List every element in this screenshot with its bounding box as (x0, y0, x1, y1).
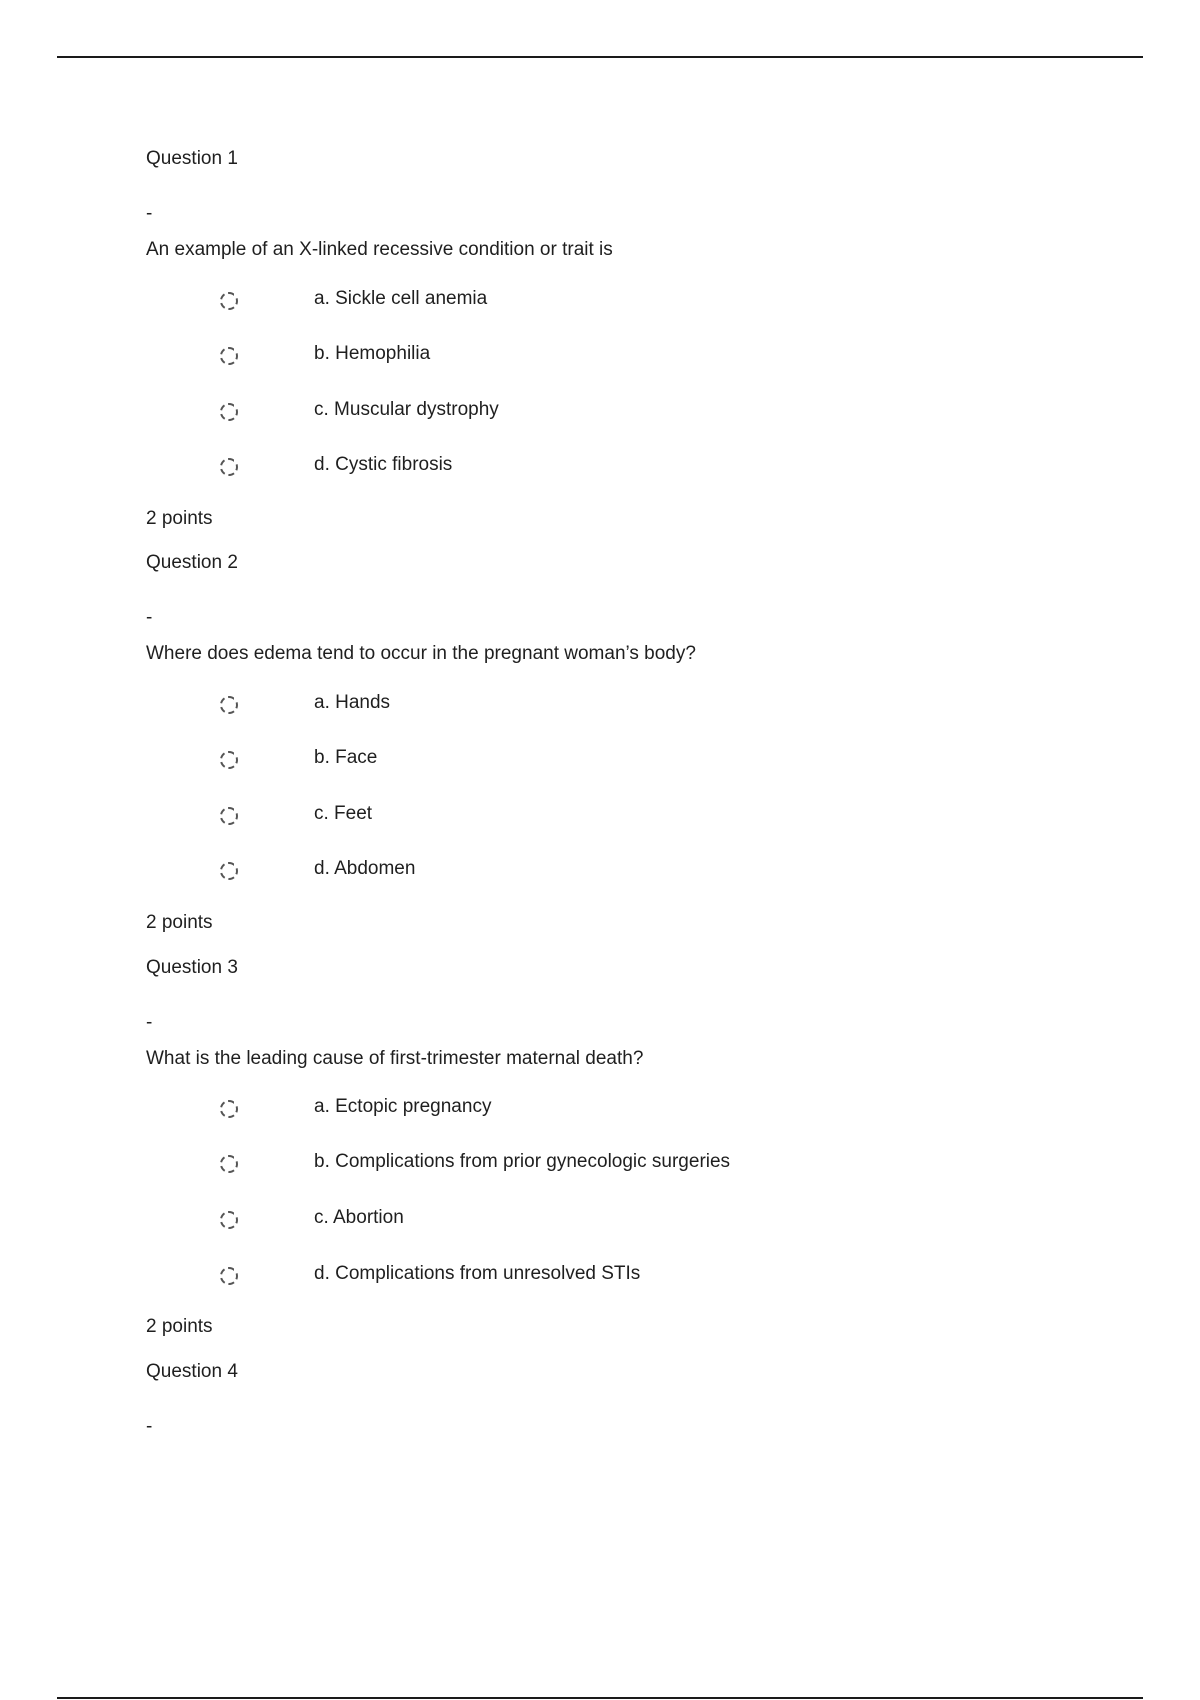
question-1-marker: - (146, 203, 153, 224)
question-1-option-d[interactable] (220, 450, 980, 480)
radio-button-icon[interactable] (220, 458, 238, 476)
radio-button-icon[interactable] (220, 1211, 238, 1229)
question-4-marker: - (146, 1416, 153, 1437)
question-1-prompt: An example of an X-linked recessive condition or trait is (146, 239, 613, 260)
top-rule (57, 56, 1143, 58)
question-1-title: Question 1 (146, 148, 238, 169)
radio-button-icon[interactable] (220, 292, 238, 310)
radio-button-icon[interactable] (220, 807, 238, 825)
question-3-option-a[interactable] (220, 1092, 980, 1122)
option-label: d. Abdomen (314, 858, 416, 879)
radio-button-icon[interactable] (220, 696, 238, 714)
radio-button-icon[interactable] (220, 1267, 238, 1285)
radio-button-icon[interactable] (220, 751, 238, 769)
option-label: b. Complications from prior gynecologic surgeries (314, 1151, 731, 1172)
option-label: c. Abortion (314, 1207, 404, 1228)
question-2-marker: - (146, 607, 153, 628)
option-label: a. Sickle cell anemia (314, 288, 488, 309)
question-3-points: 2 points (146, 1316, 213, 1337)
question-3-option-b[interactable] (220, 1147, 980, 1177)
question-2-points: 2 points (146, 912, 213, 933)
question-2-option-a[interactable] (220, 688, 980, 718)
option-label: b. Hemophilia (314, 343, 431, 364)
question-3-title: Question 3 (146, 957, 238, 978)
question-3-marker: - (146, 1012, 153, 1033)
radio-button-icon[interactable] (220, 862, 238, 880)
option-label: a. Ectopic pregnancy (314, 1096, 492, 1117)
question-2-title: Question 2 (146, 552, 238, 573)
radio-button-icon[interactable] (220, 1155, 238, 1173)
option-label: d. Cystic fibrosis (314, 454, 453, 475)
question-3-prompt: What is the leading cause of first-trimester maternal death? (146, 1048, 644, 1069)
radio-button-icon[interactable] (220, 1100, 238, 1118)
option-label: c. Muscular dystrophy (314, 399, 499, 420)
question-4-title: Question 4 (146, 1361, 238, 1382)
radio-button-icon[interactable] (220, 403, 238, 421)
radio-button-icon[interactable] (220, 347, 238, 365)
option-label: d. Complications from unresolved STIs (314, 1263, 641, 1284)
question-1-points: 2 points (146, 508, 213, 529)
question-2-prompt: Where does edema tend to occur in the pregnant woman’s body? (146, 643, 696, 664)
question-1-option-a[interactable] (220, 284, 980, 314)
question-2-option-c[interactable] (220, 799, 980, 829)
question-1-option-b[interactable] (220, 339, 980, 369)
question-2-option-b[interactable] (220, 743, 980, 773)
question-3-option-c[interactable] (220, 1203, 980, 1233)
question-1-option-c[interactable] (220, 395, 980, 425)
option-label: a. Hands (314, 692, 391, 713)
option-label: b. Face (314, 747, 378, 768)
bottom-rule (57, 1697, 1143, 1699)
option-label: c. Feet (314, 803, 373, 824)
question-3-option-d[interactable] (220, 1259, 980, 1289)
question-2-option-d[interactable] (220, 854, 980, 884)
